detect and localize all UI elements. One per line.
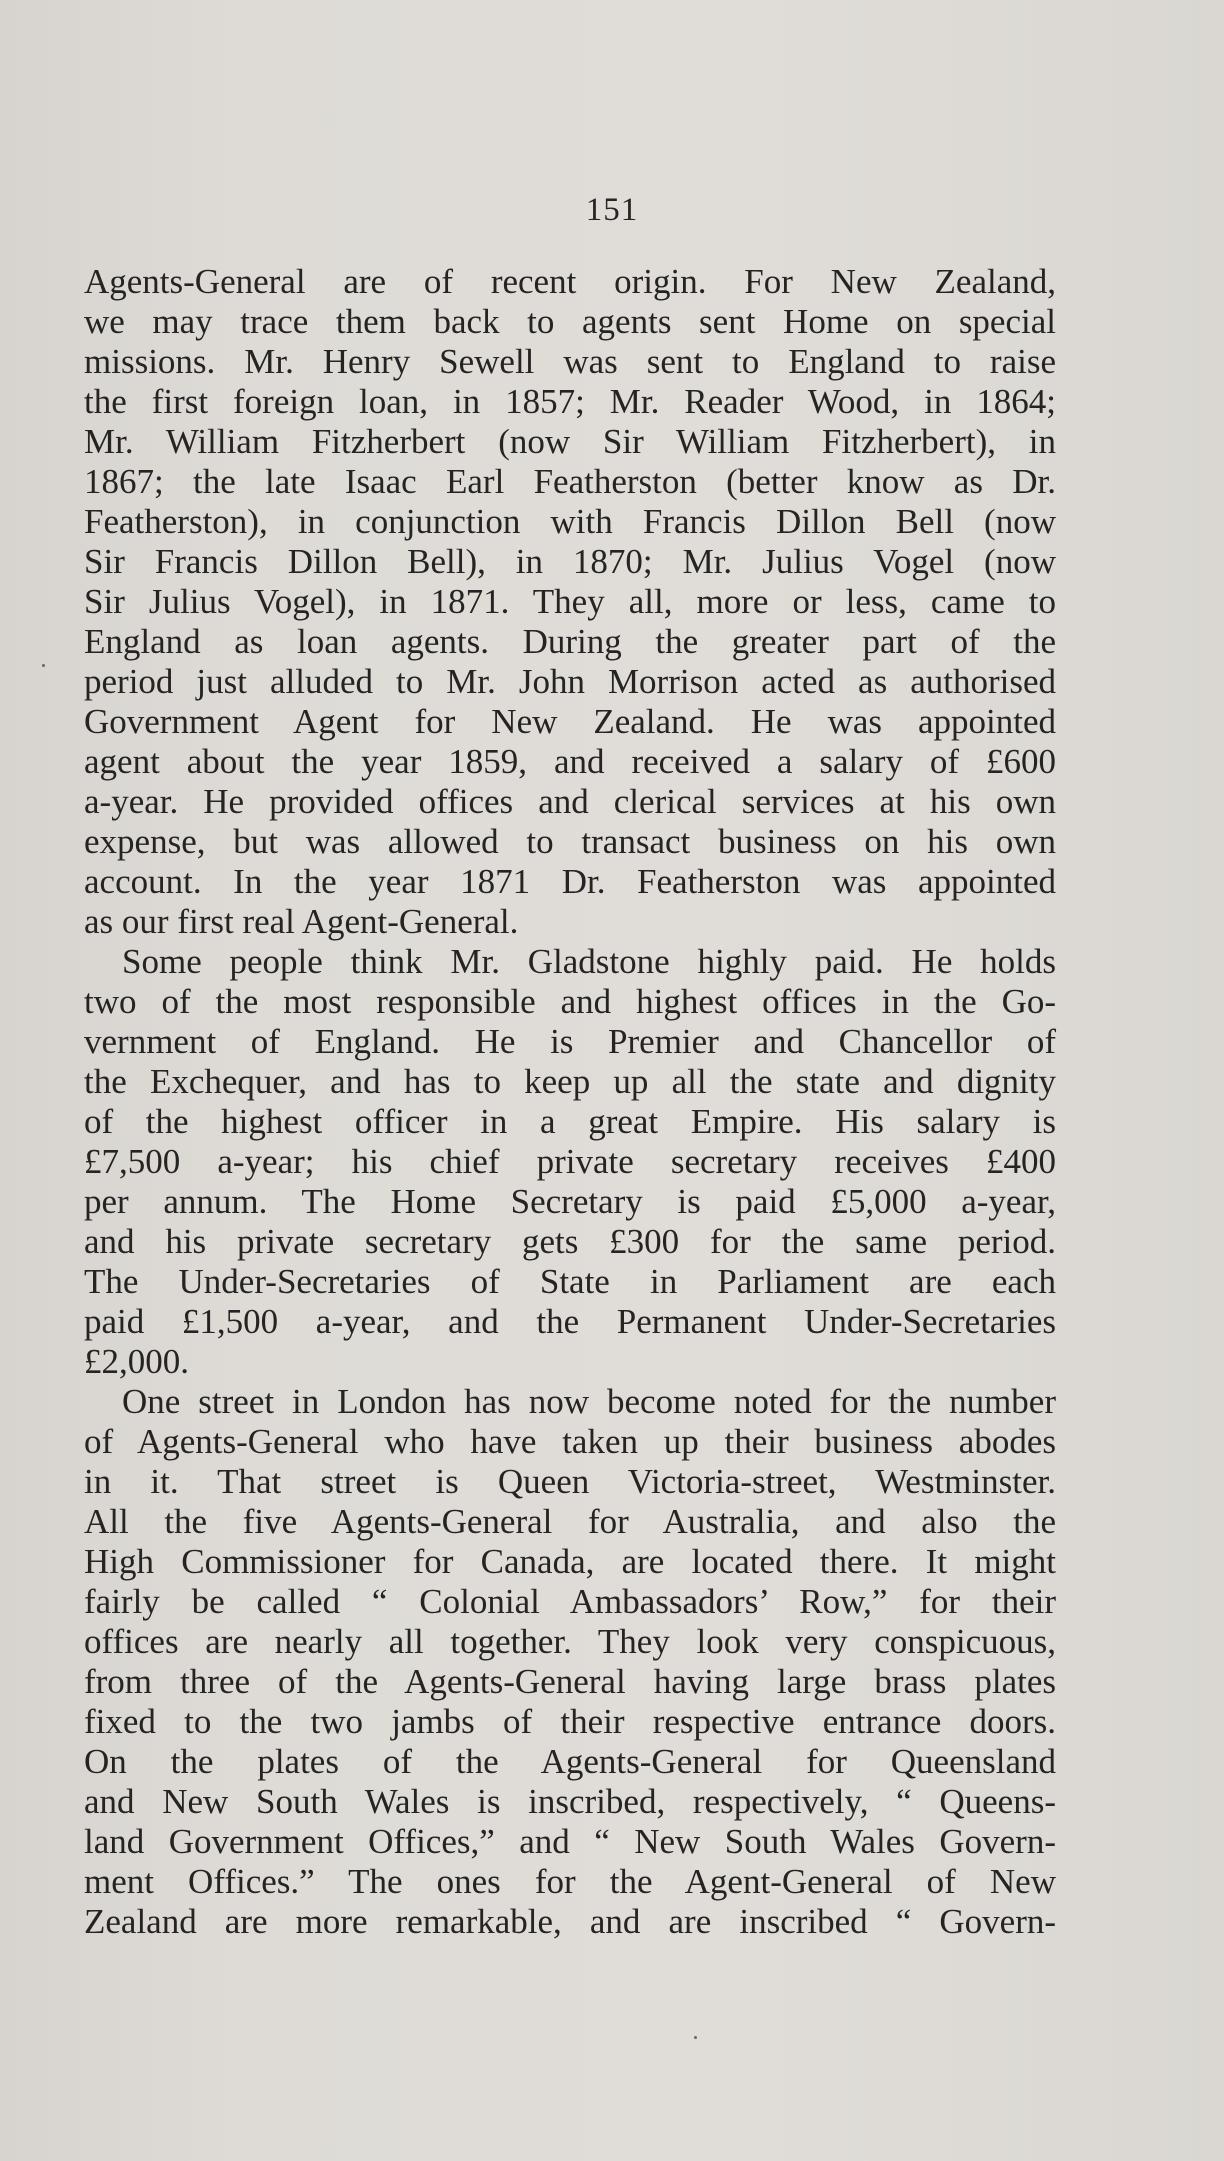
text-line: fairly be called “ Colonial Ambassadors’ Row,” for their	[84, 1582, 1056, 1621]
text-line: of Agents-General who have taken up their business abodes	[84, 1422, 1056, 1461]
text-line: England as loan agents. During the greater part of the	[84, 622, 1056, 661]
text-line: of the highest officer in a great Empire. His salary is	[84, 1102, 1056, 1141]
text-line: High Commissioner for Canada, are located there. It might	[84, 1542, 1056, 1581]
text-line: land Government Offices,” and “ New South Wales Govern-	[84, 1822, 1056, 1861]
text-line: Mr. William Fitzherbert (now Sir William Fitzherbert), in	[84, 422, 1056, 461]
text-line: paid £1,500 a-year, and the Permanent Under-Secretaries	[84, 1302, 1056, 1341]
text-line: the Exchequer, and has to keep up all the state and dignity	[84, 1062, 1056, 1101]
text-line: a-year. He provided offices and clerical services at his own	[84, 782, 1056, 821]
text-line: the first foreign loan, in 1857; Mr. Reader Wood, in 1864;	[84, 382, 1056, 421]
text-line: expense, but was allowed to transact business on his own	[84, 822, 1056, 861]
text-line: One street in London has now become noted for the number	[122, 1382, 1056, 1421]
text-line: and New South Wales is inscribed, respectively, “ Queens-	[84, 1782, 1056, 1821]
text-line: and his private secretary gets £300 for the same period.	[84, 1222, 1056, 1261]
text-line: Sir Julius Vogel), in 1871. They all, more or less, came to	[84, 582, 1056, 621]
text-line: in it. That street is Queen Victoria-street, Westminster.	[84, 1462, 1056, 1501]
text-line: from three of the Agents-General having large brass plates	[84, 1662, 1056, 1701]
text-line: All the five Agents-General for Australia, and also the	[84, 1502, 1056, 1541]
text-line: fixed to the two jambs of their respective entrance doors.	[84, 1702, 1056, 1741]
text-line: Zealand are more remarkable, and are inscribed “ Govern-	[84, 1902, 1056, 1941]
text-line: Government Agent for New Zealand. He was appointed	[84, 702, 1056, 741]
text-line: missions. Mr. Henry Sewell was sent to England to raise	[84, 342, 1056, 381]
text-line: £7,500 a-year; his chief private secretary receives £400	[84, 1142, 1056, 1181]
text-line: per annum. The Home Secretary is paid £5,000 a-year,	[84, 1182, 1056, 1221]
text-line: vernment of England. He is Premier and Chancellor of	[84, 1022, 1056, 1061]
text-line: as our first real Agent-General.	[84, 902, 519, 941]
text-line: two of the most responsible and highest offices in the Go-	[84, 982, 1056, 1021]
text-line: account. In the year 1871 Dr. Featherston was appointed	[84, 862, 1056, 901]
text-line: On the plates of the Agents-General for Queensland	[84, 1742, 1056, 1781]
paper-speck	[694, 2036, 697, 2039]
body-text	[84, 262, 1056, 1942]
text-line: 1867; the late Isaac Earl Featherston (better know as Dr.	[84, 462, 1056, 501]
text-line: ment Offices.” The ones for the Agent-General of New	[84, 1862, 1056, 1901]
text-line: £2,000.	[84, 1342, 189, 1381]
text-line: we may trace them back to agents sent Home on special	[84, 302, 1056, 341]
text-line: agent about the year 1859, and received a salary of £600	[84, 742, 1056, 781]
text-line: offices are nearly all together. They look very conspicuous,	[84, 1622, 1056, 1661]
text-line: The Under-Secretaries of State in Parliament are each	[84, 1262, 1056, 1301]
paper-speck	[42, 664, 45, 667]
text-line: Agents-General are of recent origin. For New Zealand,	[84, 262, 1056, 301]
text-line: Sir Francis Dillon Bell), in 1870; Mr. Julius Vogel (now	[84, 542, 1056, 581]
text-line: period just alluded to Mr. John Morrison acted as authorised	[84, 662, 1056, 701]
text-line: Some people think Mr. Gladstone highly paid. He holds	[122, 942, 1056, 981]
page-number: 151	[585, 192, 639, 228]
text-line: Featherston), in conjunction with Francis Dillon Bell (now	[84, 502, 1056, 541]
